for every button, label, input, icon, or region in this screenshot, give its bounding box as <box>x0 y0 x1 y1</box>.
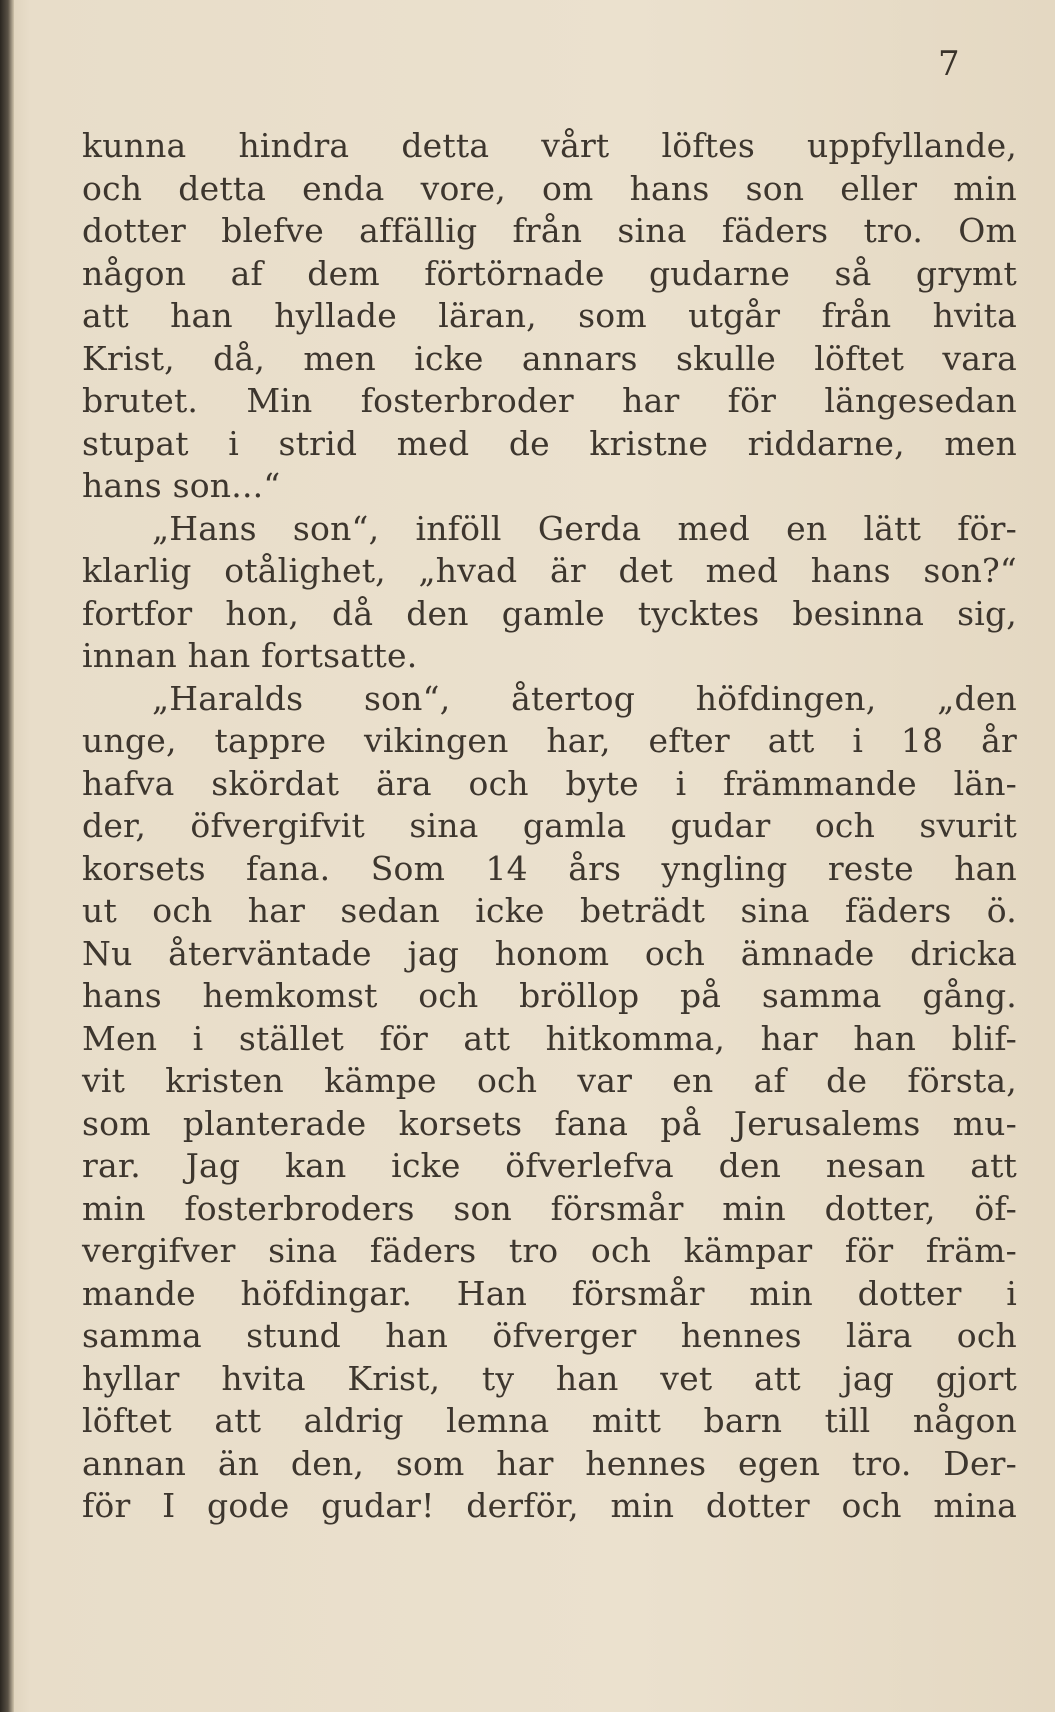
text-line: brutet. Min fosterbroder har för längesedan <box>82 381 1017 420</box>
text-line: dotter blefve affällig från sina fäders tro. Om <box>82 211 1017 250</box>
text-line: löftet att aldrig lemna mitt barn till någon <box>82 1401 1017 1440</box>
text-line: Nu återväntade jag honom och ämnade dricka <box>82 933 1017 973</box>
text-line: och detta enda vore, om hans son eller min <box>82 168 1017 208</box>
text-line: hyllar hvita Krist, ty han vet att jag gjort <box>82 1358 1017 1398</box>
body-text <box>82 125 1017 1528</box>
text-line: hans son...“ <box>82 466 281 505</box>
text-line: rar. Jag kan icke öfverlefva den nesan att <box>82 1146 1017 1185</box>
text-line: annan än den, som har hennes egen tro. Der- <box>82 1443 1017 1483</box>
text-line: fortfor hon, då den gamle tycktes besinna sig, <box>82 593 1017 633</box>
text-line: stupat i strid med de kristne riddarne, men <box>82 423 1017 463</box>
text-line: Krist, då, men icke annars skulle löftet vara <box>82 338 1017 378</box>
text-line: der, öfvergifvit sina gamla gudar och svurit <box>82 806 1017 845</box>
text-line: kunna hindra detta vårt löftes uppfyllande, <box>82 126 1017 165</box>
text-line: klarlig otålighet, „hvad är det med hans son?“ <box>82 551 1017 590</box>
text-line: mande höfdingar. Han försmår min dotter i <box>82 1273 1017 1313</box>
paragraph-start-line: „Hans son“, inföll Gerda med en lätt för- <box>152 508 1017 548</box>
text-line: Men i stället för att hitkomma, har han blif- <box>82 1018 1017 1058</box>
book-spine-shadow <box>0 0 14 1712</box>
text-line: ut och har sedan icke beträdt sina fäders ö. <box>82 891 1017 930</box>
text-line: för I gode gudar! derför, min dotter och mina <box>82 1486 1017 1525</box>
text-line: vit kristen kämpe och var en af de första, <box>82 1061 1017 1100</box>
text-line: samma stund han öfverger hennes lära och <box>82 1316 1017 1355</box>
text-line: innan han fortsatte. <box>82 636 418 675</box>
text-line: hafva skördat ära och byte i främmande län- <box>82 763 1017 803</box>
text-line: min fosterbroders son försmår min dotter, öf- <box>82 1188 1017 1228</box>
paragraph-start-line: „Haralds son“, återtog höfdingen, „den <box>152 678 1017 718</box>
text-line: vergifver sina fäders tro och kämpar för främ- <box>82 1231 1017 1270</box>
page-number: 7 <box>938 44 960 84</box>
text-line: korsets fana. Som 14 års yngling reste han <box>82 848 1017 888</box>
text-line: någon af dem förtörnade gudarne så grymt <box>82 253 1017 293</box>
text-line: hans hemkomst och bröllop på samma gång. <box>82 976 1017 1015</box>
text-line: att han hyllade läran, som utgår från hvita <box>82 296 1017 335</box>
text-line: som planterade korsets fana på Jerusalems mu- <box>82 1103 1017 1143</box>
text-line: unge, tappre vikingen har, efter att i 18 år <box>82 721 1017 760</box>
